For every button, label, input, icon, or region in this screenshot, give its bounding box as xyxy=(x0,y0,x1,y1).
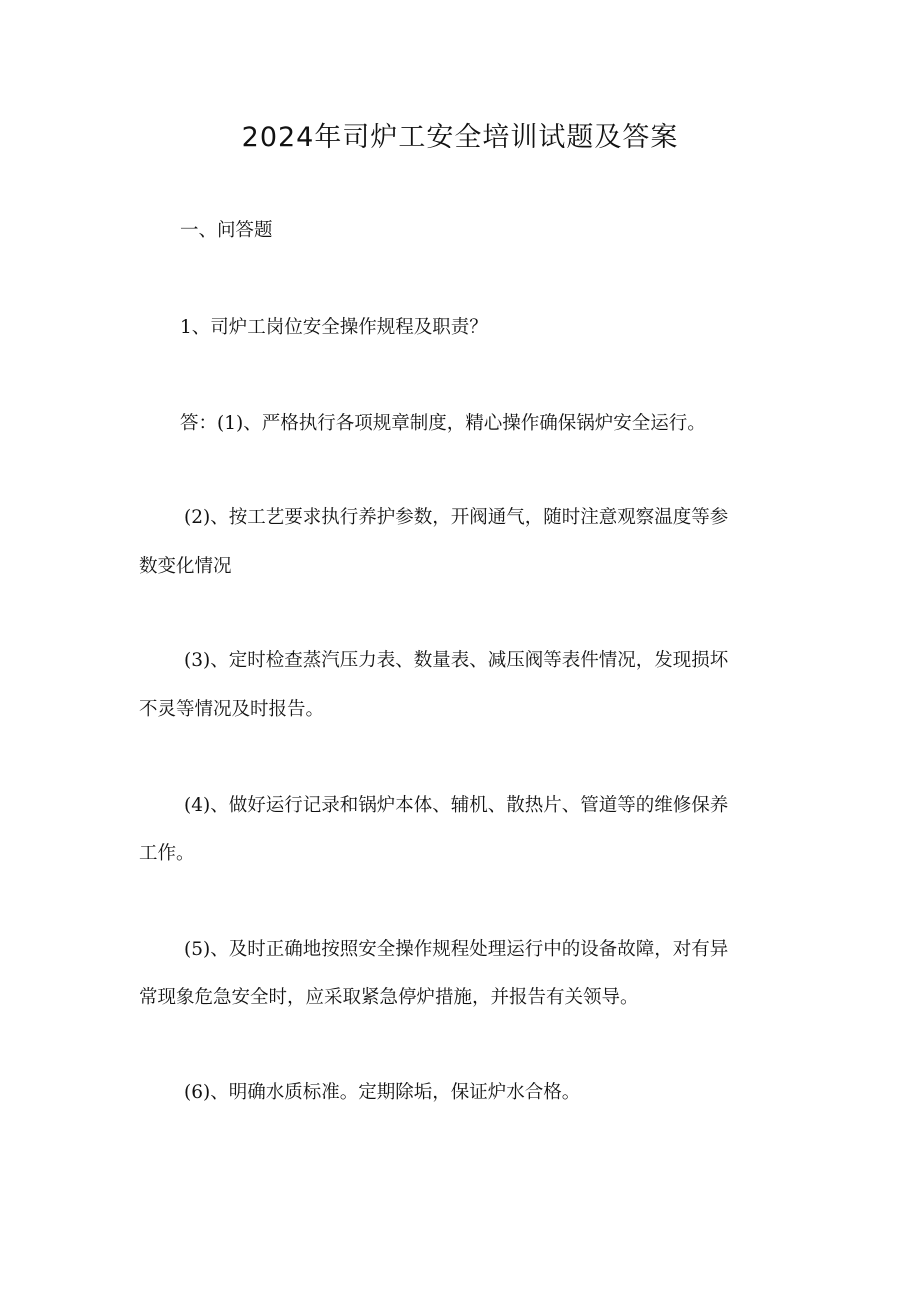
answer-item-3-line-2: 不灵等情况及时报告。 xyxy=(139,699,325,720)
answer-item-2-line-2: 数变化情况 xyxy=(139,556,232,577)
answer-item-5-line-1: (5)、及时正确地按照安全操作规程处理运行中的设备故障，对有异 xyxy=(184,939,729,960)
answer-item-5-line-2: 常现象危急安全时，应采取紧急停炉措施，并报告有关领导。 xyxy=(139,987,639,1008)
answer-item-4-line-2: 工作。 xyxy=(139,843,195,864)
answer-item-4-line-1: (4)、做好运行记录和锅炉本体、辅机、散热片、管道等的维修保养 xyxy=(184,795,729,816)
answer-item-2-line-1: (2)、按工艺要求执行养护参数，开阀通气，随时注意观察温度等参 xyxy=(184,507,729,528)
answer-item-3-line-1: (3)、定时检查蒸汽压力表、数量表、减压阀等表件情况，发现损坏 xyxy=(184,650,729,671)
section-heading: 一、问答题 xyxy=(180,220,273,241)
answer-item-1: 答：(1)、严格执行各项规章制度，精心操作确保锅炉安全运行。 xyxy=(180,413,706,434)
document-title: 2024年司炉工安全培训试题及答案 xyxy=(241,122,679,153)
answer-item-6: (6)、明确水质标准。定期除垢，保证炉水合格。 xyxy=(184,1082,581,1103)
question-1: 1、司炉工岗位安全操作规程及职责？ xyxy=(180,317,488,338)
